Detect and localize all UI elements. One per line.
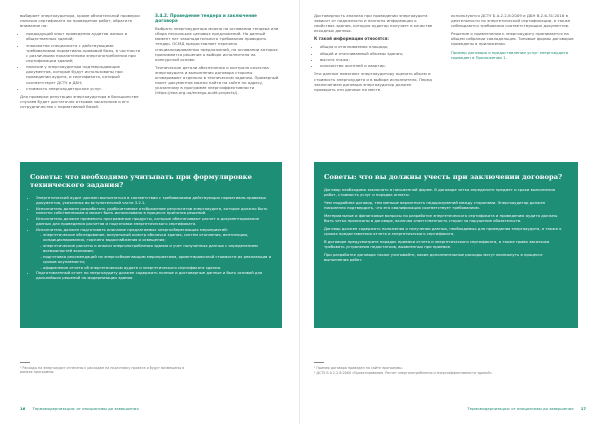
right-col1-list (314, 44, 434, 68)
paragraph: Технические детали обеспечения и контроля качества энергоаудита и выполнения договора стороны оговаривают отдельно в техническом задании. Примерный пакет документов можно найти на сайте по адресу, указанному в программе энергоэффективности (https://eea.org.ua/energo-audit-projects/). (155, 64, 279, 96)
paragraph: Чем подробнее договор, тем меньше вероятность недоразумений между сторонами. Энергоаудитор должен письменно подтвердить, что его квалификация соответствует требованиям. (324, 200, 546, 211)
left-col1-intro: выбирает энергоаудитора, кроме обязательной проверки наличия сертификата на проведение работ, обратите внимание на: (20, 13, 140, 29)
list-item: • высота этажа; (320, 57, 434, 62)
paragraph: Эти данные помогают энергоаудитору оценить объем и стоимость энергоаудита и в выборе исполнителя. Перед заключением договора энергоаудитор должен проверить эти данные на месте. (314, 71, 432, 92)
panel-body (30, 196, 272, 281)
list-item: • Исполнитель должен применить программные продукты, которые обеспечивают расчет и документирование данных для проведения расчетов и подготовки энергетического сертификата. (36, 217, 272, 227)
list-title: К такой информации относятся: (314, 36, 389, 42)
list-item: • стоимость энергоаудиторских услуг. (26, 86, 142, 91)
sub-list-item: ◦ подготовка рекомендаций по энергосберегающим мероприятиям, ориентировочной стоимости их реализации и сроков окупаемости; (43, 255, 272, 265)
paragraph: Выбрать энергоаудитора можно на основании тендера или сбора нескольких ценовых предложений. На данный момент нет законодательного требования проводить тендер. ОСМД предоставляет перечень специализированных предложений, на основании которых принимается решение о выборе исполнителя на конкурсной основе. (155, 26, 279, 62)
list-item-text: Исполнитель должен подготовить описание предлагаемых энергосберегающих мероприятий: (36, 226, 228, 232)
list-item: • Исполнитель должен разработать удобочитаемое отображение результатов энергоаудита, которое должно быть понятно собственникам и может быть использовано в процессе принятия решений. (36, 207, 272, 217)
page-number: 16 (20, 406, 26, 411)
footnote (20, 366, 190, 375)
panel-list (30, 196, 272, 281)
list-item: • общий и отапливаемый объемы здания; (320, 51, 434, 56)
footer-title: Термомодернизация: от инициативы до завершения (467, 406, 574, 411)
footnote-rule (20, 362, 30, 363)
list-item (36, 228, 272, 271)
panel-title: Советы: что вы должны учесть при заключении договора? (324, 173, 563, 181)
left-col1-list (20, 31, 142, 91)
footnotes (314, 366, 514, 376)
list-item: • количество жителей и квартир. (320, 63, 434, 68)
panel-title: Советы: что необходимо учитывать при формулировке технического задания? (30, 173, 252, 190)
panel-sublist (36, 233, 272, 270)
paragraph: В договоре предусмотрите порядок приемки отчета и энергетического сертификата, а также право заказчика требовать устранения недостатков, выявленных при приемке. (324, 239, 550, 249)
appendix-reference: Пример договора о предоставлении услуг энергоаудита приведен в Приложении 1. (451, 49, 569, 60)
list-item: • предыдущий опыт проведения аудитов жилых и общественных зданий; (26, 31, 142, 41)
footnote-text: ² ДСТУ Б А.2.2-8:2009 «Проектирование. Расчет энергопотребления и энергоэффективности зданий». (314, 370, 493, 375)
sub-list-item: ◦ энергетическое обследование, визуальный осмотр оболочки здания, систем отопления, вентиляции, кондиционирования, горячего водоснабжения и освещения; (43, 233, 272, 243)
paragraph: Договор необходимо заключать в письменной форме. В договоре четко определите предмет и сроки выполнения работ, стоимость услуг и порядок оплаты. (324, 187, 556, 198)
right-page (300, 0, 600, 424)
footnote-rule (314, 362, 324, 363)
right-col1 (314, 13, 434, 95)
paragraph: Достоверность анализа при проведении энергоаудита зависит от надежности и полноты информации о свойствах здания, которую аудитор получает в качестве исходных данных. (314, 13, 433, 34)
list-item: • Энергетический аудит должен выполняться в соответствии с требованиями действующих нормативно-правовых документов, указанных во вступительной части 3.2.1. (36, 196, 272, 206)
sub-list-item: ◦ оформление отчета об энергетическом аудите и энергетического сертификата здания. (43, 266, 272, 271)
tips-panel-contract (314, 162, 578, 328)
sub-list-item: ◦ энергетические расчеты и анализ энергопотребления здания и учет полученных данных с определением возможностей экономии; (43, 244, 272, 254)
footer (20, 406, 139, 411)
footnote-text: ¹ Пример договора приведен на сайте программы. (314, 366, 403, 370)
list-item: • знакомство специалиста с действующими требованиями нормативно-правовой базы, в частности с различными показателями энергопотребления при сертификации зданий; (26, 43, 142, 63)
paragraph: Договор должен содержать положения о получении данных, необходимых для проведения энергоаудита, а также о сроках предоставления отчета и энергетического сертификата. (324, 226, 562, 237)
page-number: 17 (580, 406, 586, 411)
list-item: • общая и отапливаемая площадь; (320, 44, 434, 49)
footnote-text: ¹ Расходы на энергоаудит отнесены к расходам на подготовку проекта и будут возмещены в рамках программы. (20, 366, 185, 375)
paragraph: Материальные и финансовые вопросы по разработке энергетического сертификата и проведению аудита должны быть четко прописаны в договоре, включая ответственность сторон за нарушение обязательств. (324, 213, 558, 224)
paragraph: Решение о привлечении к энергоаудиту принимается на общем собрании совладельцев. Типовые формы договоров приведены в приложении. (451, 31, 574, 47)
list-item: • наличие у энергоаудитора подтверждающих документов, которые будут использованы при проведении аудита, и сертификата, который соответствует ДСТУ и ДБН; (26, 64, 142, 84)
list-item: • Подготовленный отчет по энергоаудиту должен содержать полные и достоверные данные и быть основой для дальнейших решений по модернизации здания. (36, 271, 272, 281)
panel-body (324, 188, 568, 262)
footer-title: Термомодернизация: от инициативы до завершения (32, 406, 139, 411)
section-title: 3.4.2. Проведение тендера и заключение договора (155, 13, 257, 24)
left-col1-closing: Для проверки репутации энергоаудитора в большинстве случаев будет достаточно отзывов заказчиков и его сотрудничества с нормативной базой. (20, 93, 139, 110)
left-col2 (155, 13, 279, 98)
right-col2 (451, 13, 575, 63)
tips-panel-technical-task (20, 162, 282, 328)
paragraph: При разработке договора также учитывайте, какие дополнительные расходы могут возникнуть в процессе выполнения работ. (324, 251, 543, 262)
left-col1 (20, 13, 142, 112)
footer (467, 406, 586, 411)
paragraph: используются ДСТУ Б А.2.2-8:2009 и ДБН В.2.6-31:2016 в деятельности по энергетической сертификации, а также соблюдаются требования соответствующих документов. (451, 13, 571, 29)
